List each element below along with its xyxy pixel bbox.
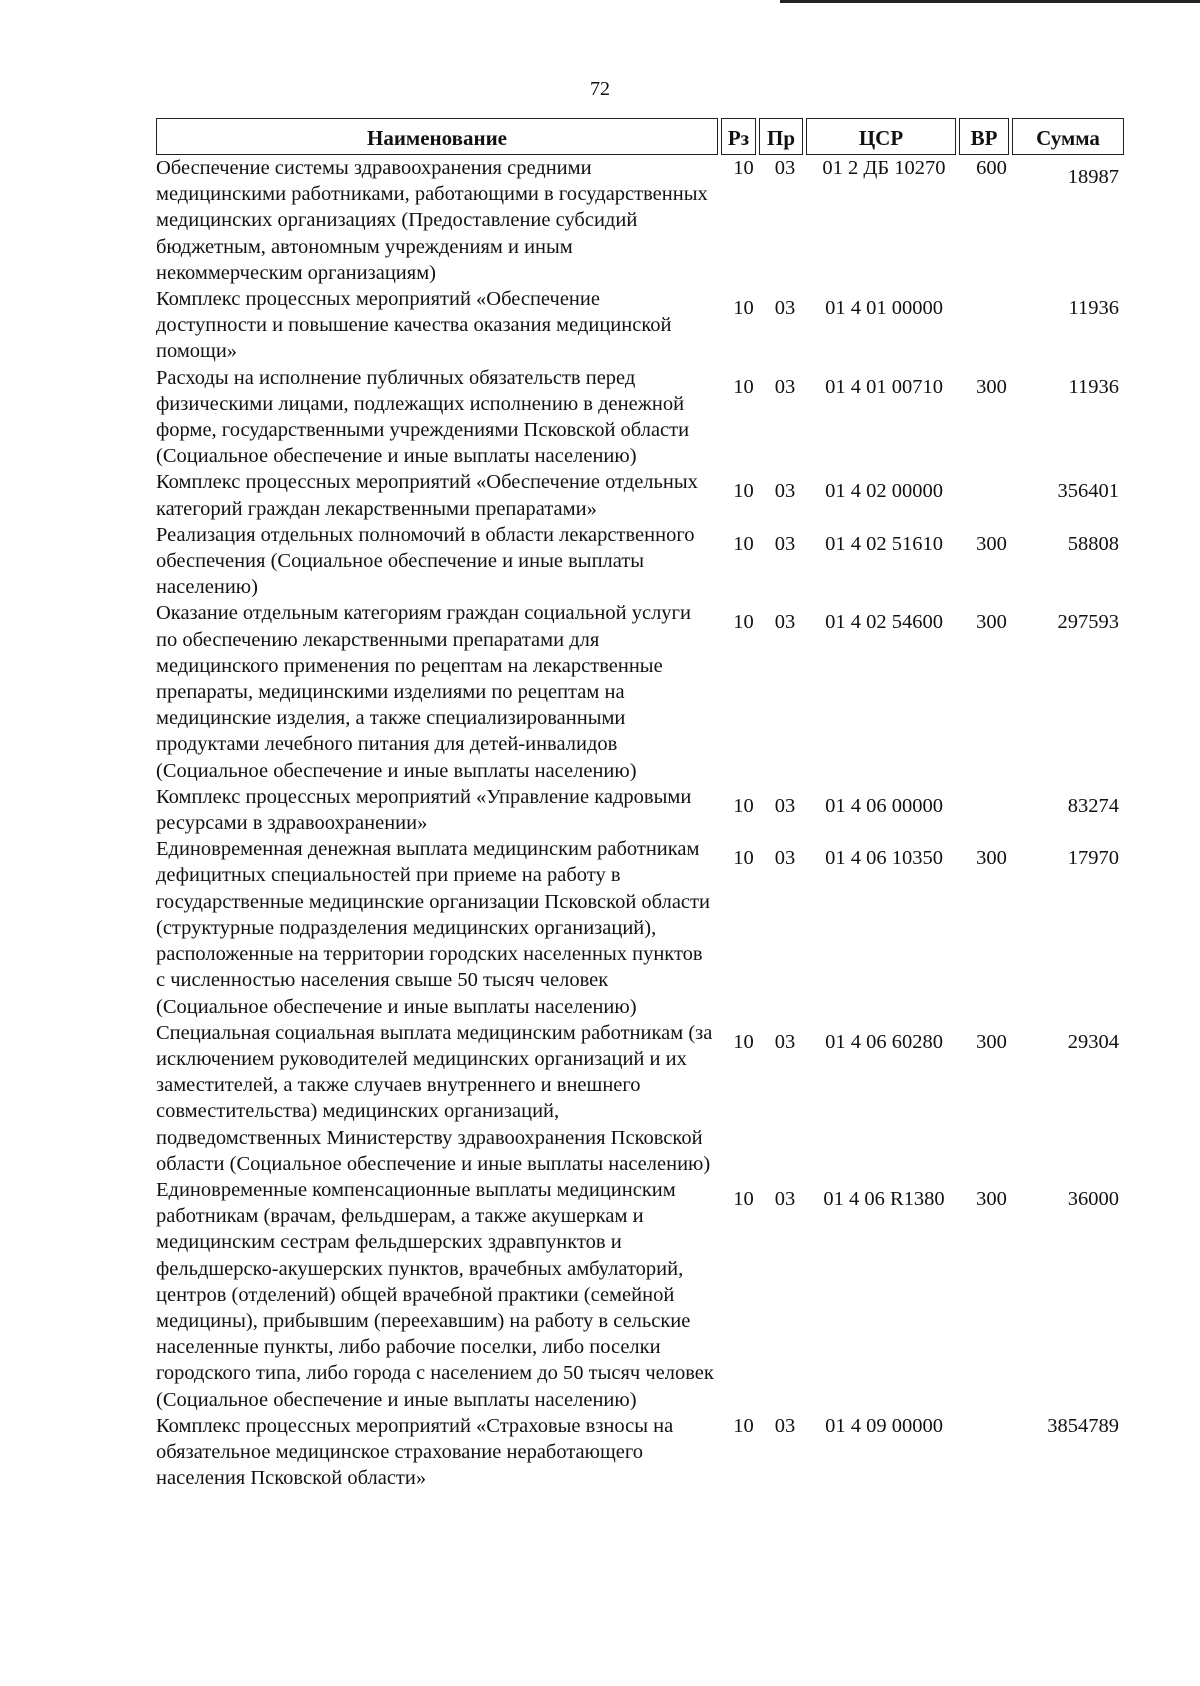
row-name: Реализация отдельных полномочий в области лекарственного обеспечения (Социальное обеспечение и иные выплаты населению) xyxy=(156,523,695,599)
row-sum: 83274 xyxy=(1067,794,1119,817)
table-header xyxy=(156,118,1126,155)
row-name: Специальная социальная выплата медицинским работникам (за исключением руководителей медицинских организаций и их заместителей, а также случаев внутреннего и внешнего совместительства) медицинских организаций, подведомственных Министерству здравоохранения Псковской области (Социальное обеспечение и иные выплаты населению) xyxy=(156,1021,713,1175)
row-rz: 10 xyxy=(733,794,754,817)
row-vr: 300 xyxy=(976,1030,1007,1053)
row-rz: 10 xyxy=(733,847,754,870)
row-vr: 300 xyxy=(976,847,1007,870)
row-sum: 58808 xyxy=(1067,532,1119,555)
table-row xyxy=(156,784,1126,836)
row-sum: 18987 xyxy=(1067,166,1119,188)
row-vr: 600 xyxy=(976,157,1007,179)
table-row xyxy=(156,1020,1126,1177)
row-rz: 10 xyxy=(733,297,754,320)
budget-table xyxy=(156,118,1126,1491)
row-pr: 03 xyxy=(774,794,796,817)
row-sum: 11936 xyxy=(1068,297,1119,320)
row-csr: 01 2 ДБ 10270 xyxy=(822,157,946,179)
row-name: Оказание отдельным категориям граждан социальной услуги по обеспечению лекарственными препаратами для медицинского применения по рецептам на лекарственные препараты, медицинскими изделиями по рецептам на медицинские изделия, а также специализированными продуктами лечебного питания для детей-инвалидов (Социальное обеспечение и иные выплаты населению) xyxy=(156,602,691,782)
header-name: Наименование xyxy=(156,118,718,155)
row-sum: 17970 xyxy=(1067,847,1119,870)
row-sum: 297593 xyxy=(1057,611,1119,634)
header-csr: ЦСР xyxy=(806,118,956,155)
table-row xyxy=(156,836,1126,1019)
row-name: Обеспечение системы здравоохранения средними медицинскими работниками, работающими в государственных медицинских организациях (Предоставление субсидий бюджетным, автономным учреждениям и иным некоммерческим организациям) xyxy=(156,157,708,284)
row-rz: 10 xyxy=(733,611,754,634)
header-rz: Рз xyxy=(721,118,756,155)
page-number: 72 xyxy=(590,78,610,100)
row-vr: 300 xyxy=(976,1187,1007,1210)
row-pr: 03 xyxy=(774,480,796,503)
row-rz: 10 xyxy=(733,1414,754,1437)
row-name: Комплекс процессных мероприятий «Страховые взносы на обязательное медицинское страхование неработающего населения Псковской области» xyxy=(156,1414,674,1490)
table-row xyxy=(156,155,1126,286)
top-edge-rule xyxy=(780,0,1200,3)
row-rz: 10 xyxy=(733,157,754,179)
row-vr: 300 xyxy=(976,532,1007,555)
row-rz: 10 xyxy=(733,1187,754,1210)
row-rz: 10 xyxy=(733,1030,754,1053)
row-name: Комплекс процессных мероприятий «Управление кадровыми ресурсами в здравоохранении» xyxy=(156,785,692,835)
row-vr xyxy=(964,1413,1019,1492)
row-sum: 11936 xyxy=(1068,375,1119,398)
table-row xyxy=(156,365,1126,470)
table-row xyxy=(156,1177,1126,1413)
row-vr xyxy=(964,784,1019,836)
row-pr: 03 xyxy=(774,375,796,398)
row-sum: 29304 xyxy=(1067,1030,1119,1053)
row-pr: 03 xyxy=(774,532,796,555)
row-csr: 01 4 09 00000 xyxy=(825,1414,943,1437)
row-csr: 01 4 02 51610 xyxy=(825,532,943,555)
row-pr: 03 xyxy=(774,611,796,634)
row-pr: 03 xyxy=(774,1030,796,1053)
row-csr: 01 4 01 00710 xyxy=(825,375,943,398)
row-name: Единовременные компенсационные выплаты медицинским работникам (врачам, фельдшерам, а также акушеркам и медицинским сестрам фельдшерских здравпунктов и фельдшерско-акушерских пунктов, врачебных амбулаторий, центров (отделений) общей врачебной практики (семейной медицины), прибывшим (переехавшим) на работу в сельские населенные пункты, либо рабочие поселки, либо поселки городского типа, либо города с населением до 50 тысяч человек (Социальное обеспечение и иные выплаты населению) xyxy=(156,1178,714,1411)
row-name: Комплекс процессных мероприятий «Обеспечение доступности и повышение качества оказания медицинской помощи» xyxy=(156,288,672,363)
row-name: Расходы на исполнение публичных обязательств перед физическими лицами, подлежащих исполнению в денежной форме, государственными учреждениями Псковской области (Социальное обеспечение и иные выплаты населению) xyxy=(156,366,690,468)
row-rz: 10 xyxy=(733,375,754,398)
row-name: Комплекс процессных мероприятий «Обеспечение отдельных категорий граждан лекарственными препаратами» xyxy=(156,471,698,520)
row-pr: 03 xyxy=(774,157,796,179)
header-pr: Пр xyxy=(759,118,803,155)
row-csr: 01 4 06 60280 xyxy=(825,1030,943,1053)
row-vr: 300 xyxy=(976,611,1007,634)
row-vr xyxy=(964,286,1019,365)
table-row xyxy=(156,522,1126,601)
table-row xyxy=(156,600,1126,783)
row-sum: 356401 xyxy=(1057,480,1119,503)
table-row xyxy=(156,286,1126,365)
table-row xyxy=(156,1413,1126,1492)
row-pr: 03 xyxy=(774,297,796,320)
table-row xyxy=(156,469,1126,521)
row-csr: 01 4 02 00000 xyxy=(825,480,943,503)
row-csr: 01 4 02 54600 xyxy=(825,611,943,634)
row-csr: 01 4 01 00000 xyxy=(825,297,943,320)
header-vr: ВР xyxy=(959,118,1009,155)
row-rz: 10 xyxy=(733,532,754,555)
row-rz: 10 xyxy=(733,480,754,503)
row-name: Единовременная денежная выплата медицинским работникам дефицитных специальностей при приеме на работу в государственные медицинские организации Псковской области (структурные подразделения медицинских организаций), расположенные на территории городских населенных пунктов с численностью населения свыше 50 тысяч человек (Социальное обеспечение и иные выплаты населению) xyxy=(156,838,710,1018)
row-vr xyxy=(964,469,1019,521)
row-csr: 01 4 06 00000 xyxy=(825,794,943,817)
row-sum: 36000 xyxy=(1067,1187,1119,1210)
row-csr: 01 4 06 10350 xyxy=(825,847,943,870)
row-pr: 03 xyxy=(774,1414,796,1437)
row-sum: 3854789 xyxy=(1047,1414,1119,1437)
row-vr: 300 xyxy=(976,375,1007,398)
header-sum: Сумма xyxy=(1012,118,1124,155)
row-pr: 03 xyxy=(774,847,796,870)
row-csr: 01 4 06 R1380 xyxy=(823,1187,945,1210)
row-pr: 03 xyxy=(774,1187,796,1210)
